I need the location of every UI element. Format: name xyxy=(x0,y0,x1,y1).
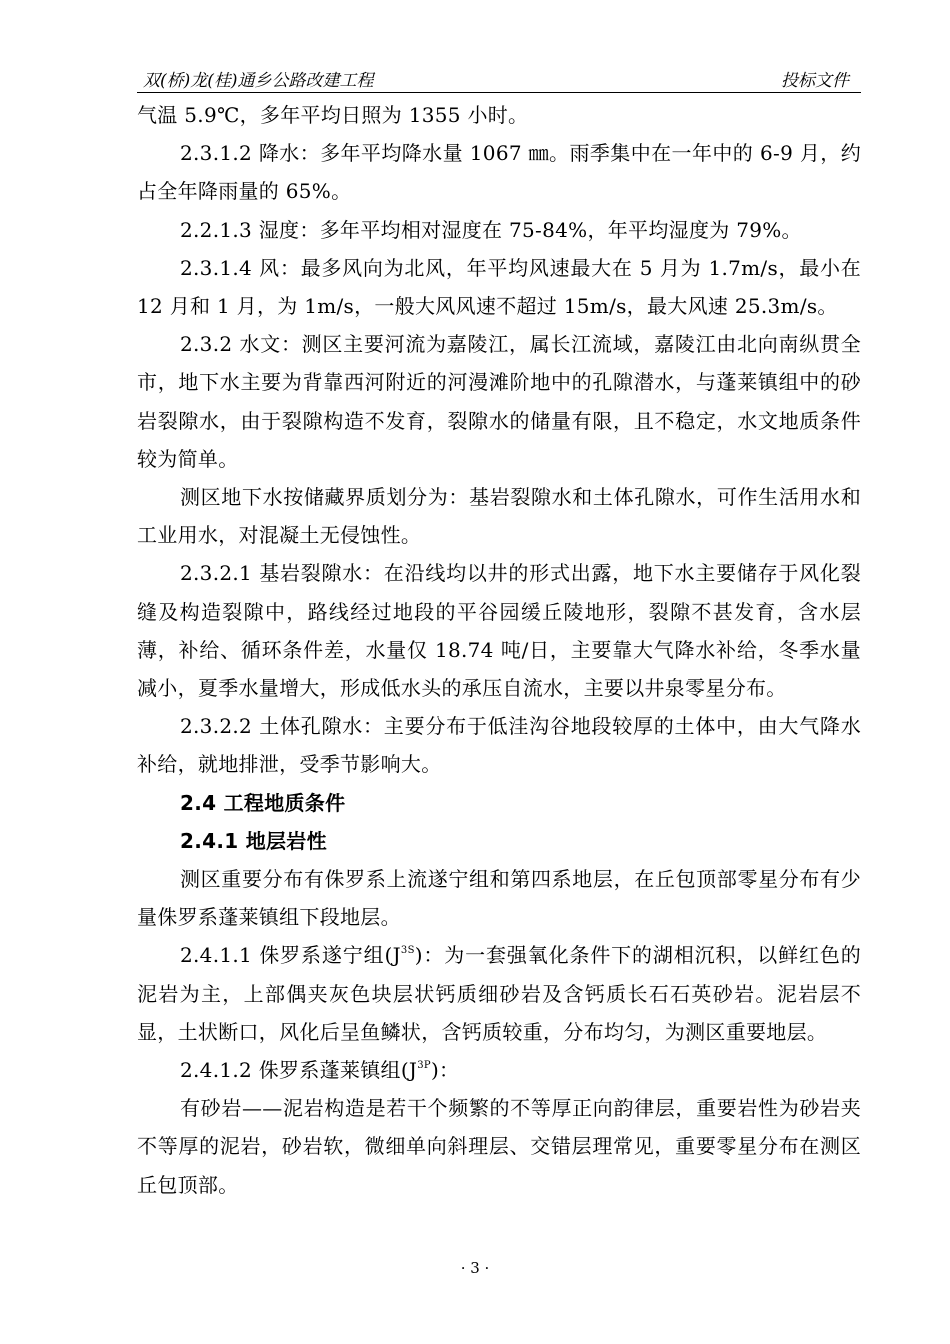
document-body xyxy=(137,96,861,1204)
paragraph-bedrock-fissure-water: 2.3.2.1 基岩裂隙水：在沿线均以井的形式出露，地下水主要储存于风化裂缝及构造裂隙中，路线经过地段的平谷园缓丘陵地形，裂隙不甚发育，含水层薄，补给、循环条件差，水量仅 18.74 吨/日，主要靠大气降水补给，冬季水量减小，夏季水量增大，形成低水头的承压自流水，主要以井泉零星分布。 xyxy=(137,561,861,701)
paragraph-sandstone-mudstone: 有砂岩——泥岩构造是若干个频繁的不等厚正向韵律层，重要岩性为砂岩夹不等厚的泥岩，砂岩软，微细单向斜理层、交错层理常见，重要零星分布在测区丘包顶部。 xyxy=(137,1096,861,1197)
suining-text-pre: 2.4.1.1 侏罗系遂宁组(J xyxy=(180,943,401,968)
paragraph-hydrology: 2.3.2 水文：测区主要河流为嘉陵江，属长江流域，嘉陵江由北向南纵贯全市，地下水主要为背靠西河附近的河漫滩阶地中的孔隙潜水，与蓬莱镇组中的砂岩裂隙水，由于裂隙构造不发育，裂隙水的储量有限，且不稳定，水文地质条件较为简单。 xyxy=(137,332,861,471)
paragraph-suining-formation xyxy=(137,936,861,1051)
suining-text-post: )：为一套强氧化条件下的湖相沉积，以鲜红色的泥岩为主，上部偶夹灰色块层状钙质细砂岩及含钙质长石石英砂岩。泥岩层不显，土状断口，风化后呈鱼鳞状，含钙质较重，分布均匀，为测区重要地层。 xyxy=(137,943,861,1044)
heading-strata: 2.4.1 地层岩性 xyxy=(180,828,327,853)
paragraph-wind: 2.3.1.4 风：最多风向为北风，年平均风速最大在 5 月为 1.7m/s，最小在 12 月和 1 月，为 1m/s，一般大风风速不超过 15m/s，最大风速 25.3m/s。 xyxy=(137,255,861,319)
paragraph-groundwater: 测区地下水按储藏界质划分为：基岩裂隙水和土体孔隙水，可作生活用水和工业用水，对混凝土无侵蚀性。 xyxy=(137,485,861,548)
penglaizhen-text-pre: 2.4.1.2 侏罗系蓬莱镇组(J xyxy=(180,1058,418,1083)
paragraph-temperature-cont: 气温 5.9℃，多年平均日照为 1355 小时。 xyxy=(137,103,529,127)
header-document-type: 投标文件 xyxy=(781,71,849,91)
paragraph-precipitation: 2.3.1.2 降水：多年平均降水量 1067 ㎜。雨季集中在一年中的 6-9 月，约占全年降雨量的 65%。 xyxy=(137,141,861,204)
header-project-title: 双(桥)龙(桂)通乡公路改建工程 xyxy=(143,71,374,91)
header-rule xyxy=(137,92,861,93)
paragraph-strata-overview: 测区重要分布有侏罗系上流遂宁组和第四系地层，在丘包顶部零星分布有少量侏罗系蓬莱镇组下段地层。 xyxy=(137,867,861,930)
paragraph-penglaizhen-formation xyxy=(137,1051,861,1089)
heading-geology: 2.4 工程地质条件 xyxy=(180,790,346,815)
suining-superscript: 3S xyxy=(400,945,415,957)
paragraph-humidity: 2.2.1.3 湿度：多年平均相对湿度在 75-84%，年平均湿度为 79%。 xyxy=(180,217,802,242)
page-number: · 3 · xyxy=(460,1259,490,1277)
penglaizhen-superscript: 3P xyxy=(417,1060,431,1072)
page-header xyxy=(137,64,861,94)
penglaizhen-text-post: )： xyxy=(430,1058,460,1083)
paragraph-soil-pore-water: 2.3.2.2 土体孔隙水：主要分布于低洼沟谷地段较厚的土体中，由大气降水补给，就地排泄，受季节影响大。 xyxy=(137,714,861,777)
